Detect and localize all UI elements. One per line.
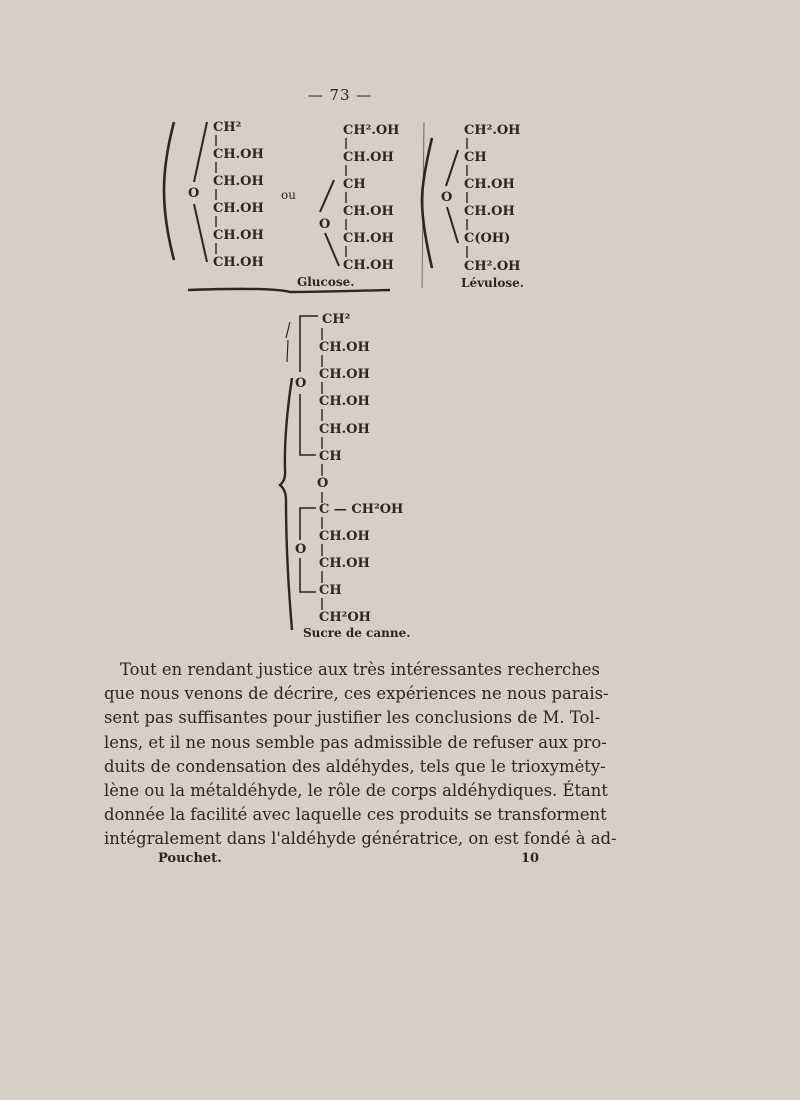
paragraph-line-8: intégralement dans l'aldéhyde génératrice, on est fondé à ad- [104, 829, 617, 849]
s-lower-4: CH²OH [319, 610, 371, 625]
levulose-structure [422, 123, 524, 290]
g1-atom-5: CH.OH [213, 255, 264, 270]
g2-atom-0: CH².OH [343, 123, 400, 138]
l-atom-0: CH².OH [464, 123, 521, 138]
s-lower-0: C — CH²OH [319, 502, 404, 517]
glucose-structure-2 [319, 122, 424, 288]
sucre-structure [280, 312, 410, 640]
glucose-structure-1 [164, 120, 264, 270]
g2-ring-oxygen: O [319, 217, 331, 232]
paragraph-line-4: lens, et il ne nous semble pas admissible de refuser aux pro- [104, 732, 607, 752]
ou-connector: ou [281, 188, 296, 202]
paragraph-line-1: Tout en rendant justice aux très intéressantes recherches [120, 660, 600, 679]
s-upper-oxygen: O [295, 376, 307, 391]
s-lower-oxygen: O [295, 542, 307, 557]
s-upper-4: CH.OH [319, 422, 370, 437]
paragraph-line-3: sent pas suffisantes pour justifier les conclusions de M. Tol- [104, 708, 601, 728]
g2-atom-1: CH.OH [343, 150, 394, 165]
g1-ring-oxygen: O [188, 186, 200, 201]
g1-atom-4: CH.OH [213, 228, 264, 243]
s-lower-3: CH [319, 583, 342, 598]
page-number: — 73 — [307, 86, 373, 104]
s-upper-3: CH.OH [319, 394, 370, 409]
paragraph-line-2: que nous venons de décrire, ces expériences ne nous parais- [104, 684, 609, 704]
s-upper-0: CH² [322, 312, 351, 327]
g1-atom-1: CH.OH [213, 147, 264, 162]
footer-signature: 10 [521, 851, 540, 866]
paragraph-line-7: donnée la facilité avec laquelle ces produits se transforment [104, 805, 607, 825]
l-atom-3: CH.OH [464, 204, 515, 219]
g2-atom-2: CH [343, 177, 366, 192]
s-lower-2: CH.OH [319, 556, 370, 571]
g2-atom-4: CH.OH [343, 231, 394, 246]
l-atom-1: CH [464, 150, 487, 165]
footer-author: Pouchet. [158, 851, 222, 866]
s-upper-5: CH [319, 449, 342, 464]
l-atom-5: CH².OH [464, 259, 521, 274]
l-atom-4: C(OH) [464, 231, 511, 246]
g1-atom-3: CH.OH [213, 201, 264, 216]
g1-atom-2: CH.OH [213, 174, 264, 189]
g1-atom-0: CH² [213, 120, 242, 135]
s-upper-1: CH.OH [319, 340, 370, 355]
paragraph-line-6: lène ou la métaldéhyde, le rôle de corps aldéhydiques. Étant [104, 781, 608, 801]
l-atom-2: CH.OH [464, 177, 515, 192]
glucose-label: Glucose. [297, 275, 355, 289]
l-ring-oxygen: O [441, 190, 453, 205]
levulose-label: Lévulose. [461, 276, 524, 290]
s-upper-2: CH.OH [319, 367, 370, 382]
g2-atom-3: CH.OH [343, 204, 394, 219]
g2-atom-5: CH.OH [343, 258, 394, 273]
s-bridge-oxygen: O [317, 476, 329, 491]
paragraph-line-5: duits de condensation des aldéhydes, tels que le trioxymėty- [104, 756, 606, 776]
body-paragraph [104, 658, 617, 852]
s-lower-1: CH.OH [319, 529, 370, 544]
sucre-label: Sucre de canne. [303, 626, 411, 640]
